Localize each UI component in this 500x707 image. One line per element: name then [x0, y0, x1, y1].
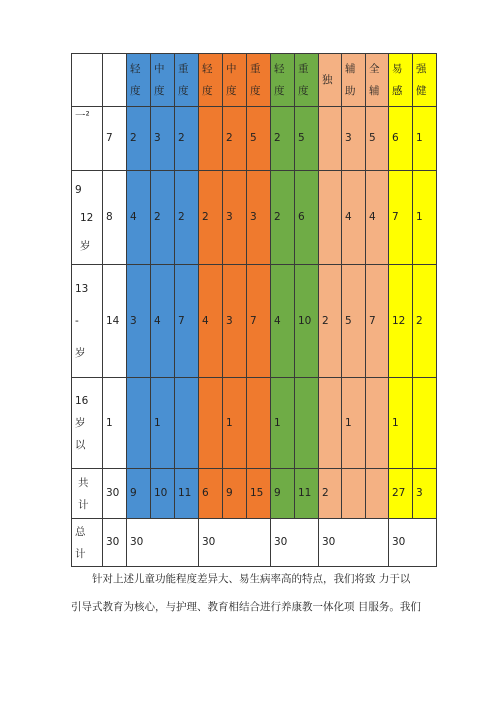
data-cell: 3 [413, 469, 437, 519]
data-cell: 5 [342, 265, 366, 378]
data-cell: 27 [389, 469, 413, 519]
header-row [72, 54, 437, 107]
table-row [72, 265, 437, 378]
data-cell: 7 [103, 107, 127, 171]
header-cell: 重度 [247, 54, 271, 107]
total-cell: 30 [271, 519, 319, 567]
data-cell: 7 [366, 265, 389, 378]
data-cell: 1 [103, 378, 127, 469]
data-cell: 10 [151, 469, 175, 519]
data-cell: 2 [199, 171, 223, 265]
table-row [72, 171, 437, 265]
data-cell: 4 [366, 171, 389, 265]
header-cell: 轻度 [271, 54, 295, 107]
header-cell: 中度 [151, 54, 175, 107]
age-cell: 一² [72, 107, 103, 171]
data-cell: 2 [127, 107, 151, 171]
data-cell: 3 [223, 171, 247, 265]
data-cell: 4 [127, 171, 151, 265]
data-cell: 2 [223, 107, 247, 171]
data-cell: 7 [389, 171, 413, 265]
data-cell: 9 [127, 469, 151, 519]
paragraph-line-2: 引导式教育为核心，与护理、教育相结合进行养康教一体化项 目服务。我们 [71, 601, 421, 613]
data-cell: 2 [175, 171, 199, 265]
data-cell [319, 378, 342, 469]
data-cell: 11 [175, 469, 199, 519]
total-cell: 30 [103, 519, 127, 567]
header-cell: 轻度 [199, 54, 223, 107]
data-cell: 7 [247, 265, 271, 378]
age-cell: 总 计 [72, 519, 103, 567]
age-cell: 16 岁 以 [72, 378, 103, 469]
data-cell: 4 [151, 265, 175, 378]
header-cell: 中度 [223, 54, 247, 107]
data-cell: 10 [295, 265, 319, 378]
age-cell: 13 - 岁 [72, 265, 103, 378]
total-cell: 30 [127, 519, 199, 567]
data-cell [342, 469, 366, 519]
header-cell: 独 [319, 54, 342, 107]
data-cell [199, 107, 223, 171]
data-cell: 1 [342, 378, 366, 469]
data-cell [366, 469, 389, 519]
table-row [72, 469, 437, 519]
total-cell: 30 [389, 519, 437, 567]
data-cell [319, 171, 342, 265]
age-cell: 9 12 岁 [72, 171, 103, 265]
header-cell [103, 54, 127, 107]
data-cell: 5 [366, 107, 389, 171]
header-cell: 重度 [295, 54, 319, 107]
header-cell: 轻度 [127, 54, 151, 107]
data-cell: 1 [413, 171, 437, 265]
data-cell: 2 [319, 265, 342, 378]
data-cell: 12 [389, 265, 413, 378]
data-cell: 1 [389, 378, 413, 469]
data-cell: 1 [271, 378, 295, 469]
data-cell: 9 [271, 469, 295, 519]
data-cell: 1 [151, 378, 175, 469]
data-cell [199, 378, 223, 469]
data-cell: 9 [223, 469, 247, 519]
data-cell: 2 [151, 171, 175, 265]
data-cell: 3 [127, 265, 151, 378]
header-cell: 强健 [413, 54, 437, 107]
data-cell: 8 [103, 171, 127, 265]
header-cell: 易感 [389, 54, 413, 107]
data-cell: 11 [295, 469, 319, 519]
data-cell: 5 [295, 107, 319, 171]
data-cell: 1 [223, 378, 247, 469]
data-cell: 3 [223, 265, 247, 378]
data-cell: 6 [295, 171, 319, 265]
data-cell: 6 [199, 469, 223, 519]
data-cell [366, 378, 389, 469]
table-row [72, 378, 437, 469]
data-cell: 5 [247, 107, 271, 171]
data-cell [295, 378, 319, 469]
paragraph-line-1: 针对上述儿童功能程度差异大、易生病率高的特点，我们将致 力于以 [92, 573, 411, 585]
data-cell: 4 [199, 265, 223, 378]
total-cell: 30 [199, 519, 271, 567]
data-cell: 30 [103, 469, 127, 519]
statistics-table [71, 53, 437, 567]
total-row [72, 519, 437, 567]
data-cell: 3 [151, 107, 175, 171]
header-cell [72, 54, 103, 107]
data-cell [413, 378, 437, 469]
data-cell: 2 [319, 469, 342, 519]
data-cell [127, 378, 151, 469]
data-cell: 7 [175, 265, 199, 378]
data-cell: 4 [342, 171, 366, 265]
data-cell: 1 [413, 107, 437, 171]
table-row [72, 107, 437, 171]
data-cell [319, 107, 342, 171]
data-cell [247, 378, 271, 469]
data-cell: 3 [342, 107, 366, 171]
data-cell: 3 [247, 171, 271, 265]
data-cell: 2 [413, 265, 437, 378]
data-cell: 2 [175, 107, 199, 171]
header-cell: 辅助 [342, 54, 366, 107]
data-cell [175, 378, 199, 469]
total-cell: 30 [319, 519, 389, 567]
data-cell: 4 [271, 265, 295, 378]
data-cell: 14 [103, 265, 127, 378]
data-cell: 15 [247, 469, 271, 519]
age-cell: 共 计 [72, 469, 103, 519]
data-cell: 2 [271, 107, 295, 171]
data-cell: 2 [271, 171, 295, 265]
header-cell: 重度 [175, 54, 199, 107]
data-cell: 6 [389, 107, 413, 171]
header-cell: 全辅 [366, 54, 389, 107]
